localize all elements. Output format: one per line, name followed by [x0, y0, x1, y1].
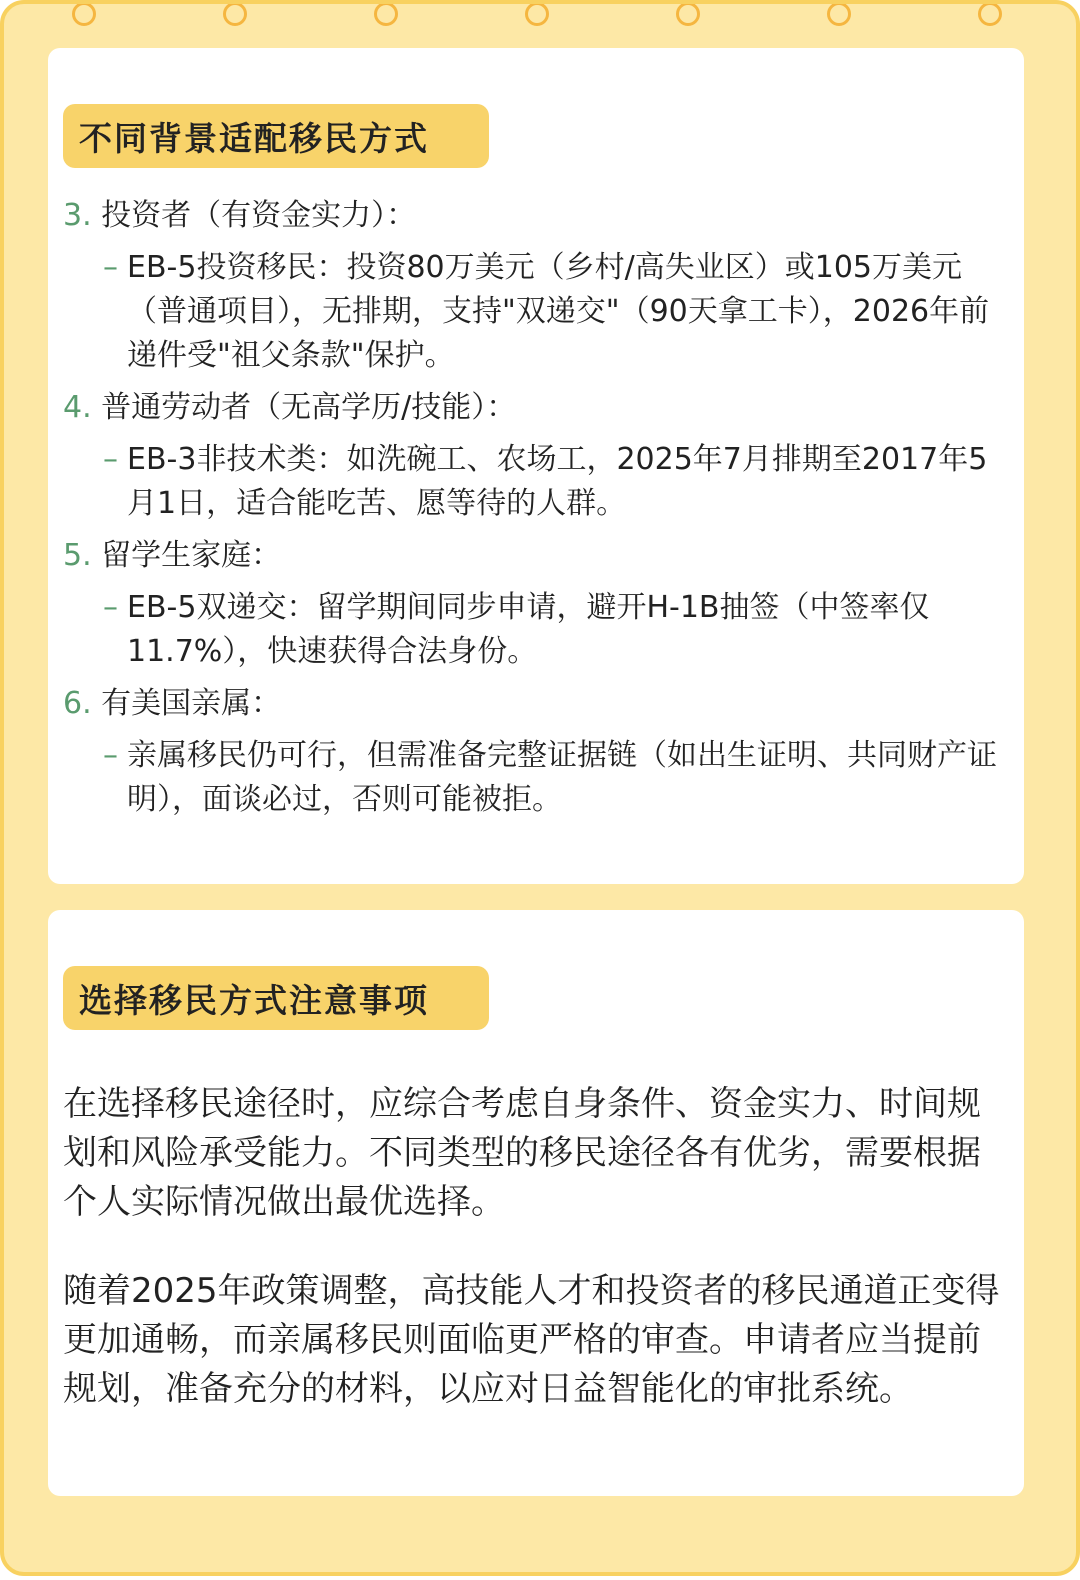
- item-description: [63, 734, 1008, 822]
- section-card-notes: [48, 910, 1024, 1496]
- item-heading-text: 普通劳动者（无高学历/技能）：: [101, 390, 517, 425]
- list-item: [63, 194, 1008, 378]
- list-item: [63, 682, 1008, 822]
- section-title-badge: [63, 966, 489, 1030]
- item-heading: [63, 194, 1008, 238]
- item-description: [63, 586, 1008, 674]
- binder-ring-icon: [827, 2, 851, 26]
- item-heading: [63, 682, 1008, 726]
- dash-bullet: –: [103, 738, 118, 773]
- binder-rings: [4, 2, 1076, 32]
- paragraph: 在选择移民途径时，应综合考虑自身条件、资金实力、时间规划和风险承受能力。不同类型的移民途径各有优劣，需要根据个人实际情况做出最优选择。: [63, 1084, 981, 1222]
- item-description: [63, 438, 1008, 526]
- binder-ring-icon: [72, 2, 96, 26]
- item-description-text: EB-3非技术类：如洗碗工、农场工，2025年7月排期至2017年5月1日，适合能吃苦、愿等待的人群。: [127, 442, 988, 521]
- binder-ring-icon: [223, 2, 247, 26]
- item-heading: [63, 534, 1008, 578]
- paragraph: 随着2025年政策调整，高技能人才和投资者的移民通道正变得更加通畅，而亲属移民则面临更严格的审查。申请者应当提前规划，准备充分的材料，以应对日益智能化的审批系统。: [63, 1271, 1000, 1409]
- section-title: 不同背景适配移民方式: [79, 118, 429, 158]
- item-heading: [63, 386, 1008, 430]
- section-title: 选择移民方式注意事项: [79, 980, 429, 1020]
- dash-bullet: –: [103, 590, 118, 625]
- section-title-badge: [63, 104, 489, 168]
- section-card-backgrounds: [48, 48, 1024, 884]
- list-item: [63, 386, 1008, 526]
- binder-ring-icon: [525, 2, 549, 26]
- item-number: 6.: [63, 686, 92, 721]
- dash-bullet: –: [103, 442, 118, 477]
- item-heading-text: 有美国亲属：: [101, 686, 282, 721]
- item-description: [63, 246, 1008, 378]
- binder-ring-icon: [676, 2, 700, 26]
- item-number: 4.: [63, 390, 92, 425]
- binder-ring-icon: [978, 2, 1002, 26]
- item-number: 3.: [63, 198, 92, 233]
- item-heading-text: 留学生家庭：: [101, 538, 282, 573]
- list-item: [63, 534, 1008, 674]
- item-heading-text: 投资者（有资金实力）：: [101, 198, 417, 233]
- dash-bullet: –: [103, 250, 118, 285]
- item-description-text: 亲属移民仍可行，但需准备完整证据链（如出生证明、共同财产证明），面谈必过，否则可能被拒。: [127, 738, 997, 817]
- item-description-text: EB-5投资移民：投资80万美元（乡村/高失业区）或105万美元（普通项目），无排期，支持"双递交"（90天拿工卡），2026年前递件受"祖父条款"保护。: [127, 250, 990, 373]
- immigration-options-list: [63, 194, 1008, 830]
- binder-ring-icon: [374, 2, 398, 26]
- item-number: 5.: [63, 538, 92, 573]
- item-description-text: EB-5双递交：留学期间同步申请，避开H-1B抽签（中签率仅11.7%），快速获得合法身份。: [127, 590, 930, 669]
